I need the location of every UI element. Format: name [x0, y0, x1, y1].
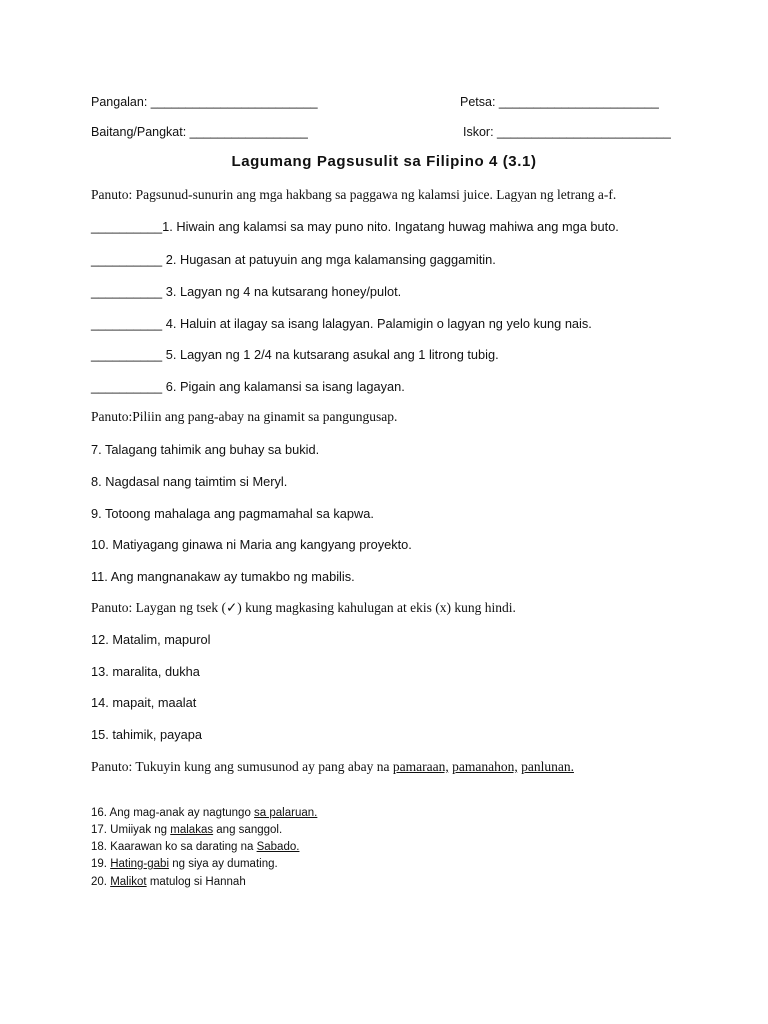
list-item: 15. tahimik, payapa — [91, 727, 202, 742]
option-pamaraan: pamaraan, — [392, 759, 449, 774]
list-item: 16. Ang mag-anak ay nagtungo sa palaruan. — [91, 807, 318, 819]
list-item: 14. mapait, maalat — [91, 695, 197, 710]
name-field: Pangalan: ________________________ — [91, 95, 318, 109]
list-item: 20. Malikot matulog si Hannah — [91, 876, 246, 888]
list-item: 18. Kaarawan ko sa darating na Sabado. — [91, 841, 300, 853]
list-item: __________ 2. Hugasan at patuyuin ang mga kalamansing gaggamitin. — [91, 252, 496, 267]
list-item: __________ 4. Haluin at ilagay sa isang lalagyan. Palamigin o lagyan ng yelo kung nais. — [91, 316, 592, 331]
list-item: 8. Nagdasal nang taimtim si Meryl. — [91, 474, 288, 489]
score-field: Iskor: _________________________ — [463, 125, 671, 139]
list-item: __________ 5. Lagyan ng 1 2/4 na kutsarang asukal ang 1 litrong tubig. — [91, 347, 499, 362]
list-item: 19. Hating-gabi ng siya ay dumating. — [91, 858, 278, 870]
list-item: __________1. Hiwain ang kalamsi sa may puno nito. Ingatang huwag mahiwa ang mga buto. — [91, 219, 619, 234]
list-item: 12. Matalim, mapurol — [91, 632, 211, 647]
instruction-4-prefix: Panuto: Tukuyin kung ang sumusunod ay pang abay na — [91, 759, 393, 774]
list-item: __________ 6. Pigain ang kalamansi sa isang lagayan. — [91, 379, 405, 394]
instruction-3: Panuto: Laygan ng tsek (✓) kung magkasing kahulugan at ekis (x) kung hindi. — [91, 600, 516, 615]
option-pamanahon: pamanahon, — [452, 759, 518, 774]
page-title: Lagumang Pagsusulit sa Filipino 4 (3.1) — [231, 153, 537, 170]
list-item: 7. Talagang tahimik ang buhay sa bukid. — [91, 442, 320, 457]
list-item: 10. Matiyagang ginawa ni Maria ang kangyang proyekto. — [91, 537, 412, 552]
instruction-4 — [91, 759, 574, 775]
date-field: Petsa: _______________________ — [460, 95, 659, 109]
list-item: 17. Umiiyak ng malakas ang sanggol. — [91, 824, 283, 836]
grade-section-field: Baitang/Pangkat: _________________ — [91, 125, 308, 139]
list-item: __________ 3. Lagyan ng 4 na kutsarang honey/pulot. — [91, 284, 402, 299]
list-item: 9. Totoong mahalaga ang pagmamahal sa kapwa. — [91, 506, 374, 521]
instruction-2: Panuto:Piliin ang pang-abay na ginamit sa pangungusap. — [91, 409, 398, 424]
list-item: 13. maralita, dukha — [91, 664, 200, 679]
instruction-1: Panuto: Pagsunud-sunurin ang mga hakbang sa paggawa ng kalamsi juice. Lagyan ng letrang a-f. — [91, 187, 617, 202]
option-panlunan: panlunan. — [521, 759, 574, 774]
list-item: 11. Ang mangnanakaw ay tumakbo ng mabilis. — [91, 569, 355, 584]
